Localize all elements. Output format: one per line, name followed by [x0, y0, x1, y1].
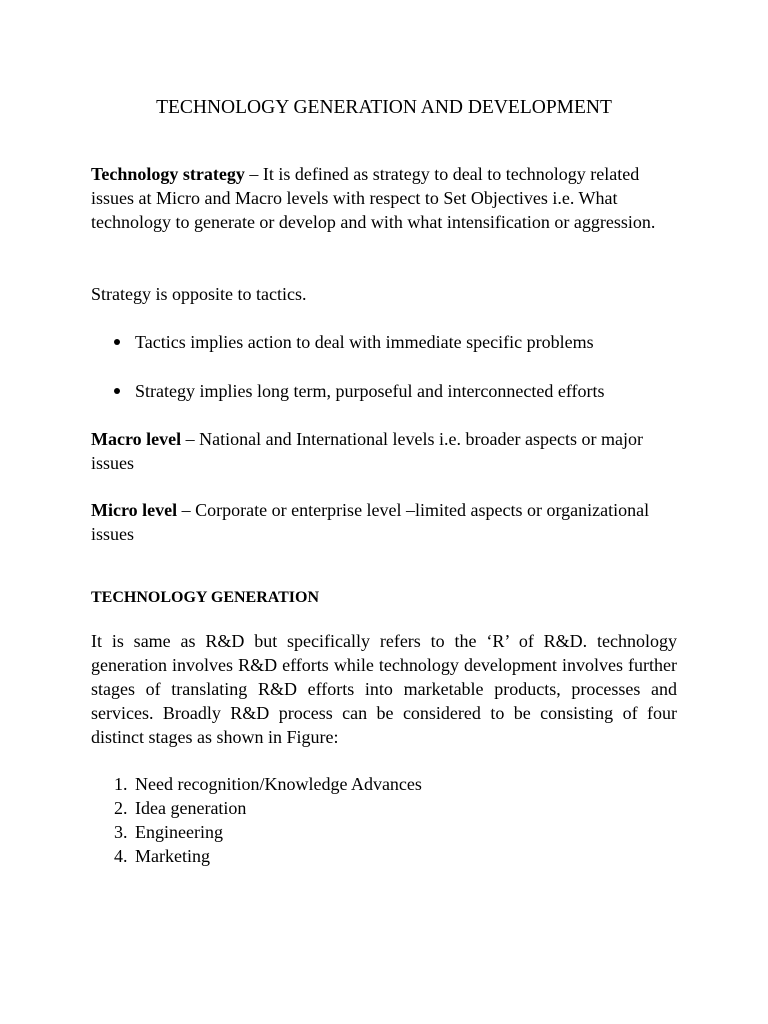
- stage-number: 1.: [114, 774, 128, 794]
- micro-level-term: Micro level: [91, 500, 178, 520]
- technology-generation-paragraph: It is same as R&D but specifically refers to the ‘R’ of R&D. technology generation involves R&D efforts while technology development involves further stages of translating R&D efforts into marketable products, processes and services. Broadly R&D process can be considered to be consisting of four distinct stages as shown in Figure:: [91, 631, 677, 747]
- section-heading: TECHNOLOGY GENERATION: [91, 589, 320, 606]
- stage-list-item: [114, 772, 514, 796]
- stage-text: Need recognition/Knowledge Advances: [135, 774, 422, 794]
- micro-level-paragraph: [91, 498, 677, 546]
- strategy-vs-tactics-paragraph: Strategy is opposite to tactics.: [91, 284, 307, 304]
- document-title: TECHNOLOGY GENERATION AND DEVELOPMENT: [156, 97, 612, 118]
- bullet-text: Strategy implies long term, purposeful and interconnected efforts: [135, 381, 605, 401]
- technology-strategy-term: Technology strategy: [91, 164, 245, 184]
- bullet-icon: [114, 388, 120, 394]
- bullet-text: Tactics implies action to deal with immediate specific problems: [135, 332, 594, 352]
- bullet-icon: [114, 339, 120, 345]
- macro-level-paragraph: [91, 427, 677, 475]
- stage-list-item: [114, 796, 514, 820]
- stage-list-item: [114, 844, 514, 868]
- macro-level-term: Macro level: [91, 429, 182, 449]
- micro-level-definition: – Corporate or enterprise level –limited aspects or organizational issues: [91, 500, 650, 544]
- stage-text: Engineering: [135, 822, 223, 842]
- macro-level-definition: – National and International levels i.e. broader aspects or major issues: [91, 429, 643, 473]
- stage-text: Marketing: [135, 846, 210, 866]
- technology-strategy-paragraph: [91, 162, 677, 234]
- stage-text: Idea generation: [135, 798, 247, 818]
- stage-list-item: [114, 820, 514, 844]
- technology-strategy-definition: – It is defined as strategy to deal to technology related issues at Micro and Macro levels with respect to Set Objectives i.e. What technology to generate or develop and with what intensification or aggression.: [91, 164, 656, 232]
- stage-number: 4.: [114, 846, 128, 866]
- stage-number: 3.: [114, 822, 128, 842]
- stage-number: 2.: [114, 798, 128, 818]
